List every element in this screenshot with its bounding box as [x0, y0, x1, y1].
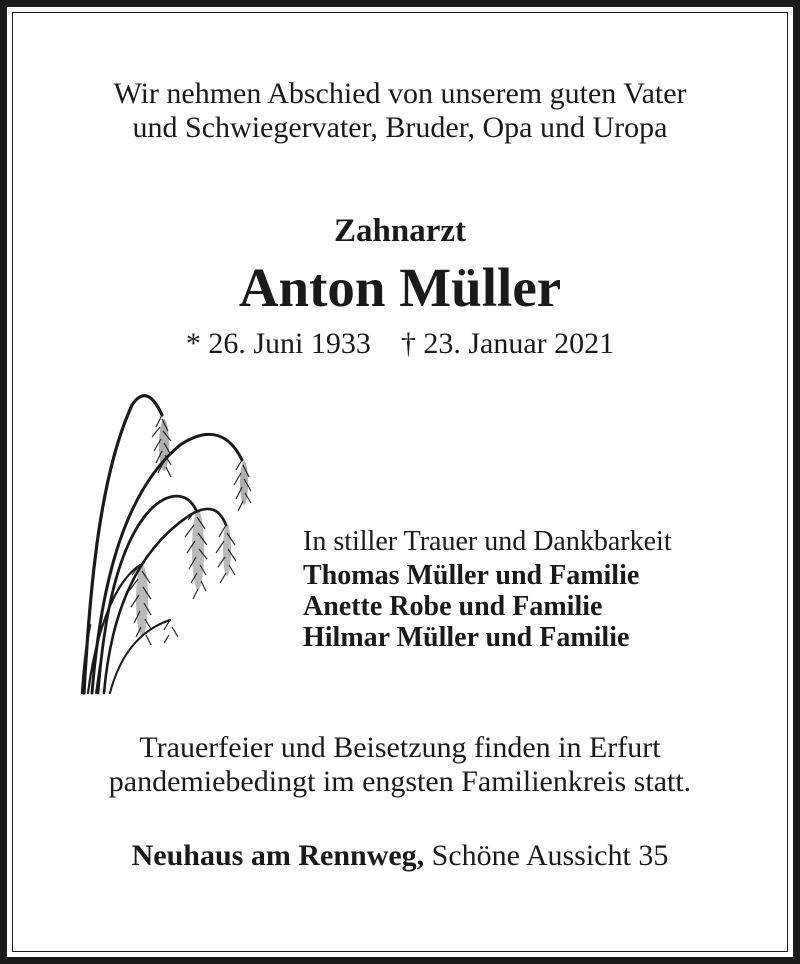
intro-line-1: Wir nehmen Abschied von unserem guten Vater [113, 77, 687, 110]
grass-stalks-icon [70, 385, 280, 695]
ceremony-text [0, 731, 800, 799]
life-dates [0, 326, 800, 362]
family-name: Hilmar Müller und Familie [303, 622, 630, 653]
death-date: † 23. Januar 2021 [400, 327, 615, 360]
deceased-name: Anton Müller [238, 257, 562, 318]
intro-line-2: und Schwiegervater, Bruder, Opa und Uropa [132, 111, 668, 144]
profession: Zahnarzt [334, 213, 466, 249]
intro-text [0, 77, 800, 145]
ceremony-line-1: Trauerfeier und Beisetzung finden in Erfurt [139, 731, 661, 764]
ceremony-line-2: pandemiebedingt im engsten Familienkreis statt. [108, 765, 692, 798]
family-name: Anette Robe und Familie [303, 591, 603, 622]
mourners-block [303, 524, 672, 653]
address [0, 838, 800, 874]
family-name: Thomas Müller und Familie [303, 560, 640, 591]
mourners-lead: In stiller Trauer und Dankbarkeit [303, 526, 672, 557]
birth-date: * 26. Juni 1933 [185, 327, 371, 360]
address-street: Schöne Aussicht 35 [431, 839, 669, 872]
address-place: Neuhaus am Rennweg, [131, 839, 425, 872]
